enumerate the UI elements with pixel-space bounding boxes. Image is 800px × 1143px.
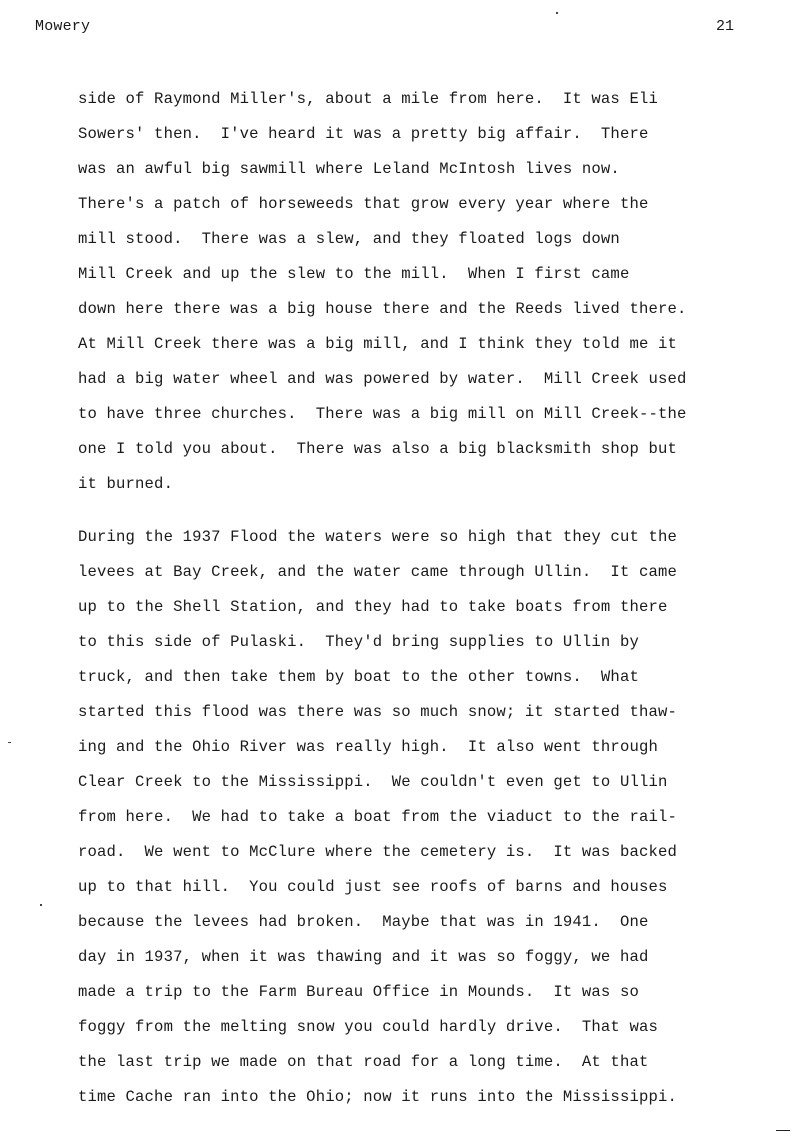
text-line: levees at Bay Creek, and the water came through Ullin. It came [78,563,677,581]
text-line: up to that hill. You could just see roofs of barns and houses [78,878,668,896]
text-line: to this side of Pulaski. They'd bring supplies to Ullin by [78,633,639,651]
text-line: up to the Shell Station, and they had to take boats from there [78,598,668,616]
text-line: Sowers' then. I've heard it was a pretty big affair. There [78,125,649,143]
scan-speck [40,904,42,906]
text-line: At Mill Creek there was a big mill, and I think they told me it [78,335,677,353]
scan-speck [556,12,558,14]
text-line: side of Raymond Miller's, about a mile from here. It was Eli [78,90,658,108]
text-line: had a big water wheel and was powered by water. Mill Creek used [78,370,687,388]
text-line: road. We went to McClure where the cemetery is. It was backed [78,843,677,861]
text-line: ing and the Ohio River was really high. It also went through [78,738,658,756]
scan-speck [8,742,11,743]
scan-mark [776,1130,790,1131]
text-line: foggy from the melting snow you could hardly drive. That was [78,1018,658,1036]
text-line: from here. We had to take a boat from the viaduct to the rail- [78,808,677,826]
text-line: Clear Creek to the Mississippi. We couldn't even get to Ullin [78,773,668,791]
text-line: made a trip to the Farm Bureau Office in Mounds. It was so [78,983,639,1001]
text-line: There's a patch of horseweeds that grow every year where the [78,195,649,213]
text-line: because the levees had broken. Maybe that was in 1941. One [78,913,649,931]
text-line: down here there was a big house there and the Reeds lived there. [78,300,687,318]
paragraph-2 [78,526,778,1121]
text-line: the last trip we made on that road for a long time. At that [78,1053,649,1071]
text-line: to have three churches. There was a big mill on Mill Creek--the [78,405,687,423]
text-line: Mill Creek and up the slew to the mill. When I first came [78,265,630,283]
paragraph-1 [78,88,778,508]
text-line: time Cache ran into the Ohio; now it runs into the Mississippi. [78,1088,677,1106]
text-line: started this flood was there was so much snow; it started thaw- [78,703,677,721]
text-line: one I told you about. There was also a big blacksmith shop but [78,440,677,458]
text-line: mill stood. There was a slew, and they floated logs down [78,230,620,248]
text-line: day in 1937, when it was thawing and it was so foggy, we had [78,948,649,966]
page-number: 21 [716,18,735,35]
text-line: it burned. [78,475,174,493]
text-line: was an awful big sawmill where Leland McIntosh lives now. [78,160,620,178]
text-line: truck, and then take them by boat to the other towns. What [78,668,639,686]
text-line: During the 1937 Flood the waters were so high that they cut the [78,528,677,546]
header-author: Mowery [35,18,91,35]
